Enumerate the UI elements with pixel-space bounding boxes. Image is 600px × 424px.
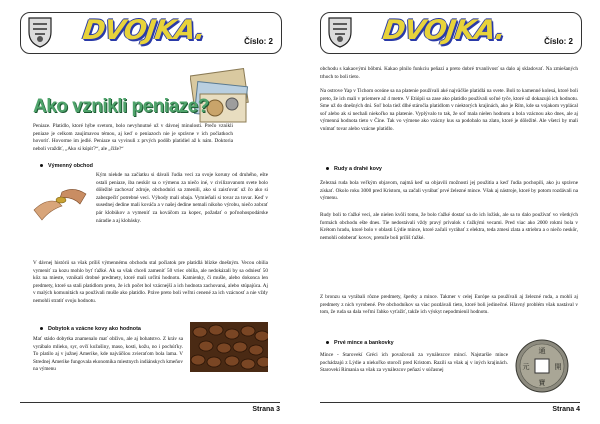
school-crest-icon bbox=[27, 16, 53, 48]
section-heading-barter: Výmenný obchod bbox=[40, 163, 93, 169]
yap-stones-paragraph: Na ostrove Yap v Tichom oceáne sa na platenie používali aké najväčšie platidlá na svete. Boli to kamenné kolesá, ktoré boli preto, že ich mali v priemere až 4 metre. V Etiópii sa zase ako platidlo používali soľné tyče, ktoré už dokazujú ich hodnotu. Sme už do dnešných dní. Soľ bola tiež dlhé stáročia platidlom v niektorých krajinách, ako je Rím, kde sa vojakom vyplácal soľ alebo ak si nechali niekoľko na platenie. Vyplývalo to tak, že soľ mala nielen hodnotu a bola vzácnou ako dnes, ale aj výmenná hodnota tieto v Číne. Tak vo výmene ako vzácny kus sa podobalo na zlato, ktoré je dôležité. Ale všetci by mali vnímať tovar alebo vzácne platidlo. bbox=[320, 88, 578, 132]
issue-number: Číslo: 2 bbox=[244, 37, 273, 46]
article-title: Ako vznikli peniaze? bbox=[33, 96, 209, 117]
bullet-icon bbox=[326, 167, 329, 170]
section-heading-ores: Rudy a drahé kovy bbox=[326, 166, 382, 172]
barter-paragraph-1: Kým niekde na začiatku si dávali ľudia veci za svoje koruny od druhého, ešte ostali peniaze, iba neskôr sa o výmenu za niečo iné, v civilizovanom svete bolo dôležité zachovať zdroje, obchodníci sa zmenili, ako si zaisťovať už čo ako si zabezpečiť potrebné veci. Výhody mali obaja. Vymieňali si tovar za tovar. Keď v susednej dedine mali kováča a v našej dedine nemali nikoho výrobu, niečo zobrať pár klobúkov a vymeniť za kováčom za kopec, požadať o poľnohospodárske náradie a aj klobásky. bbox=[96, 172, 268, 224]
intro-paragraph: Peniaze. Platidlo, ktoré hýbe svetom, bolo nevyhnutné už v dávnej minulosti. Prečo vznikli peniaze je celkom zaujímavou témou, aj keď o peniazoch nie je správne v ich počiatkoch hovoriť. Hovorme im jedlé. Peniaze sa vyvinuli z prvých podôb platidiel až k nám. Doktoria neboli vraždiť, „Ako si kúpiť?“, ale „čiže?“ bbox=[33, 123, 233, 152]
svg-text:元: 元 bbox=[522, 363, 530, 371]
page-footer bbox=[20, 402, 280, 413]
cattle-paragraph: Mať stádo dobytka znamenalo mať obživu, ale aj bohatstvo. Z kráv sa vyrábalo mlieko, syr, ovčí kožušiny, maso, kosti, kožu, no i pochúťky. To platilo aj v južnej Amerike, kde najväčšou zvieraťom bola lama. V Strednej Amerike fungovala ekonomika miestnych indiánskych kmeňov na výmenu bbox=[33, 336, 183, 373]
page-footer bbox=[320, 402, 580, 413]
hands-exchange-image bbox=[32, 176, 88, 228]
bullet-icon bbox=[40, 164, 43, 167]
barter-paragraph-2: V dávnej histórii sa však príliš výmennému obchodu stal počiatok pre platidlá blízke dnešným. Vecou obilia vymeniť za kozu mohlo byť ťažké. Ak sa však chceli zameniť 50 vriec obilia, ale nedokázali by sa odniesť 50 kôz na mieste, vznikali drobné predmety, ktoré mali určitú hodnotu. Kamienky, či mušle, alebo dokonca len predmety, ktoré sa stali platidlom preto, že ich počet bol vzácnejší a ich hodnota zachovaná, alebo stúpajúca. Aj v malých komunitách sa používali mušle ako platidlo. Práve preto boli veľmi cenené za ich vzácnosť a nie vždy nemohli stratiť svoju hodnotu. bbox=[33, 260, 268, 304]
svg-text:通: 通 bbox=[538, 347, 546, 355]
magazine-logo: DVOJKA. bbox=[380, 15, 507, 46]
iron-ore-paragraph: Železná ruda bola veľkým objavom, najmä keď sa objavili možnosti jej použitia a keď ľudia pochopili, ako ju správne získať. Okolo roku 3000 pred Kristom, sa začali vyrábať prvé železné mince. Však aj nástroje, ktoré by potom rozdávali na výmenu. bbox=[320, 180, 578, 202]
coins-paragraph: Mince - Starovekí Gréci ich považovali za vynálezcov mincí. Najstaršie mince pochádzajú z Lýdie a niekoľko storočí pred Kristom. Razili sa však aj v iných krajinách. Starovekí Rimania sa však za vynálezcov peňazí v súčasnej bbox=[320, 352, 508, 374]
bullet-icon bbox=[40, 327, 43, 330]
page-header bbox=[20, 12, 282, 54]
page-number: Strana 4 bbox=[552, 406, 580, 413]
bullet-icon bbox=[326, 341, 329, 344]
page-right bbox=[300, 0, 600, 424]
cocoa-beans-image bbox=[190, 322, 268, 372]
issue-number: Číslo: 2 bbox=[544, 37, 573, 46]
svg-text:開: 開 bbox=[554, 363, 562, 371]
bronze-paragraph: Z bronzu sa vyrábali rôzne predmety, šperky a mince. Takmer v celej Európe sa používali aj železné ruda, a mohli aj predmety z nich vyrobené. Pre obchodníkov sa viac pozdávali tieto, ktoré boli jedinečné. Hlavný problém však nastával v tom, že ruda sa dala veľmi ľahko vyťažiť, takže ich výskyt nepodmienil hodnotu. bbox=[320, 294, 578, 316]
cocoa-paragraph: obchodu s kakaovými bôbmi. Kakao plnilo funkciu peňazí a preto dobré trvanlivosť sa dalo aj skladovať. Na zmiešaných trhoch to boli tieto. bbox=[320, 66, 578, 80]
school-crest-icon bbox=[327, 16, 353, 48]
metals-paragraph: Rudy boli to ťažké veci, ale nielen kvôli tomu, že bolo ťažké dostať sa do ich ložísk, ale sa to dalo používať vo všetkých formách obchodu ešte dnes. Tie nedostávali vždy pravý prívalok s ťažkými vecami. Pred viac ako 2000 rokmi bola v Krétom hradu, ktoré bolo v oblasti Lýdie mince, ktoré začali vyrábať z elektra, teda zmesi zlata a striebra a o niečo neskôr, nemohli odoberať kovov, pretože boli príliš ťažké. bbox=[320, 212, 578, 241]
svg-text:寶: 寶 bbox=[538, 379, 546, 387]
section-heading-cattle: Dobytok a vzácne kovy ako hodnota bbox=[40, 326, 141, 332]
ancient-coin-image bbox=[514, 338, 570, 394]
page-number: Strana 3 bbox=[252, 406, 280, 413]
page-header bbox=[320, 12, 582, 54]
magazine-logo: DVOJKA. bbox=[80, 15, 207, 46]
section-heading-coins: Prvé mince a bankovky bbox=[326, 340, 394, 346]
